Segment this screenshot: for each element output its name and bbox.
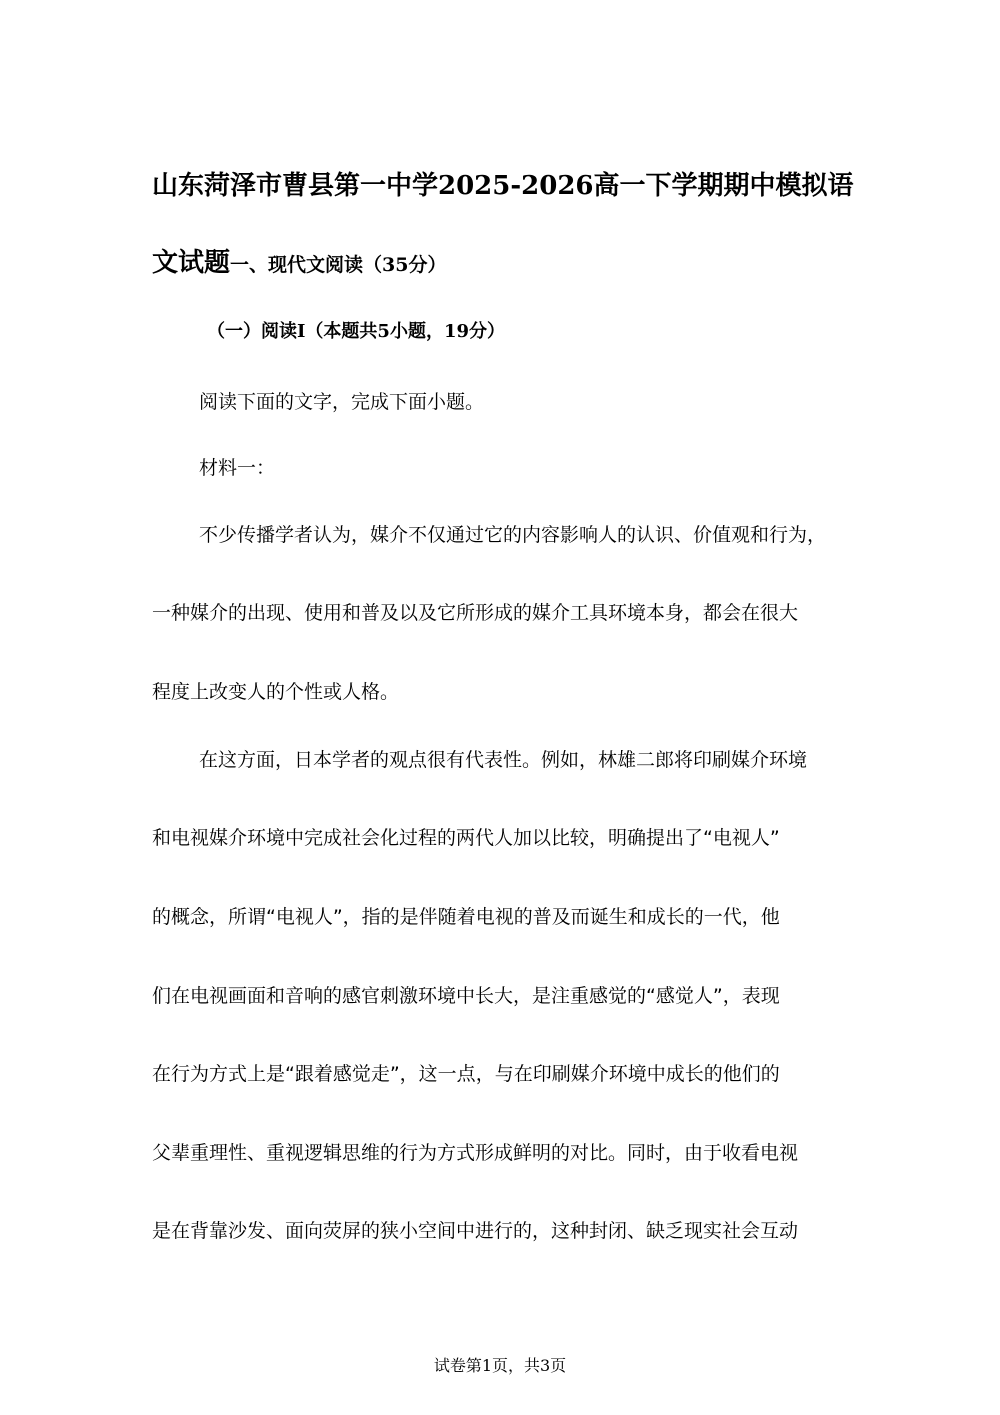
paragraph-line: 程度上改变人的个性或人格。 <box>152 681 400 703</box>
paragraph-line: 一种媒介的出现、使用和普及以及它所形成的媒介工具环境本身，都会在很大 <box>152 602 799 624</box>
paragraph-line: 是在背靠沙发、面向荧屏的狭小空间中进行的，这种封闭、缺乏现实社会互动 <box>152 1220 799 1242</box>
paragraph-line: 在这方面，日本学者的观点很有代表性。例如，林雄二郎将印刷媒介环境 <box>199 749 808 771</box>
exam-title-line-1: 山东菏泽市曹县第一中学2025-2026高一下学期期中模拟语 <box>152 171 854 201</box>
exam-title-line-2 <box>152 250 446 276</box>
paragraph-line: 的概念，所谓“电视人”，指的是伴随着电视的普及而诞生和成长的一代，他 <box>152 906 780 928</box>
exam-title-end: 文试题 <box>152 248 231 278</box>
paragraph-line: 在行为方式上是“跟着感觉走”，这一点，与在印刷媒介环境中成长的他们的 <box>152 1063 780 1085</box>
instruction-text: 阅读下面的文字，完成下面小题。 <box>199 391 485 413</box>
paragraph-line: 不少传播学者认为，媒介不仅通过它的内容影响人的认识、价值观和行为， <box>199 524 827 546</box>
sub-heading: （一）阅读I（本题共5小题，19分） <box>207 321 505 342</box>
paragraph-line: 父辈重理性、重视逻辑思维的行为方式形成鲜明的对比。同时，由于收看电视 <box>152 1142 799 1164</box>
page-footer: 试卷第1页，共3页 <box>433 1356 567 1375</box>
paragraph-line: 们在电视画面和音响的感官刺激环境中长大，是注重感觉的“感觉人”，表现 <box>152 985 780 1007</box>
material-label: 材料一： <box>199 457 276 479</box>
paragraph-line: 和电视媒介环境中完成社会化过程的两代人加以比较，明确提出了“电视人” <box>152 827 780 849</box>
section-heading: 一、现代文阅读（35分） <box>230 254 447 276</box>
